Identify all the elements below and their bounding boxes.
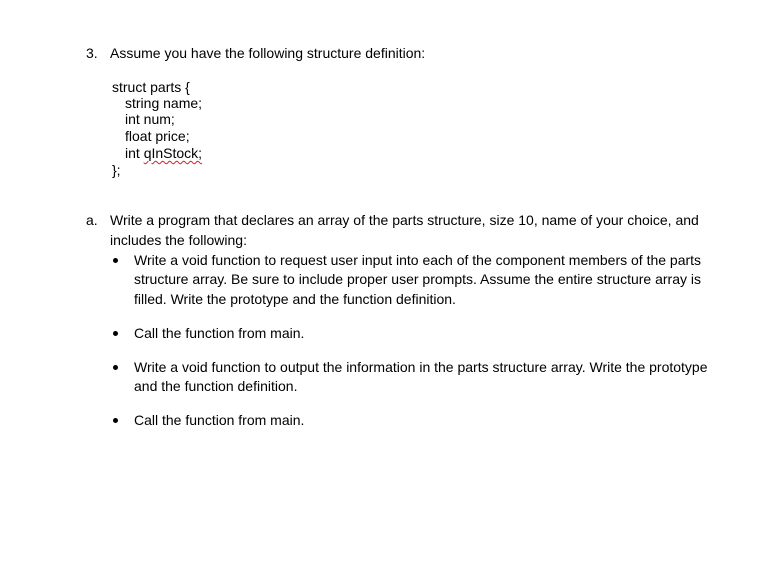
code-field-qinstock [125, 145, 202, 162]
part-a-label: a. [86, 212, 98, 228]
code-field-type: int [125, 145, 140, 161]
bullet-1-line-1: Write a void function to request user input into each of the component members of the parts [134, 252, 702, 268]
spellcheck-flagged-word: qInStock; [143, 145, 203, 161]
part-a-line-2: includes the following: [110, 232, 247, 248]
bullet-1-line-3: filled. Write the prototype and the function definition. [134, 291, 456, 307]
bullet-4-line-1: Call the function from main. [134, 412, 305, 428]
bullet-icon [113, 365, 118, 370]
bullet-icon [113, 258, 118, 263]
bullet-icon [113, 331, 118, 336]
question-prompt: Assume you have the following structure definition: [110, 45, 426, 61]
code-field-price: float price; [125, 128, 190, 144]
code-field-num: int num; [125, 111, 175, 127]
code-field-name: string name; [125, 95, 203, 111]
bullet-2-line-1: Call the function from main. [134, 325, 305, 341]
code-struct-footer: }; [112, 162, 121, 178]
bullet-1-line-2: structure array. Be sure to include proper user prompts. Assume the entire structure array is [134, 271, 701, 287]
bullet-3-line-2: and the function definition. [134, 378, 298, 394]
bullet-3-line-1: Write a void function to output the information in the parts structure array. Write the prototype [134, 359, 708, 375]
question-number: 3. [86, 45, 98, 61]
part-a-line-1: Write a program that declares an array of the parts structure, size 10, name of your choice, and [110, 212, 699, 228]
bullet-icon [113, 418, 118, 423]
code-struct-header: struct parts { [112, 79, 190, 95]
